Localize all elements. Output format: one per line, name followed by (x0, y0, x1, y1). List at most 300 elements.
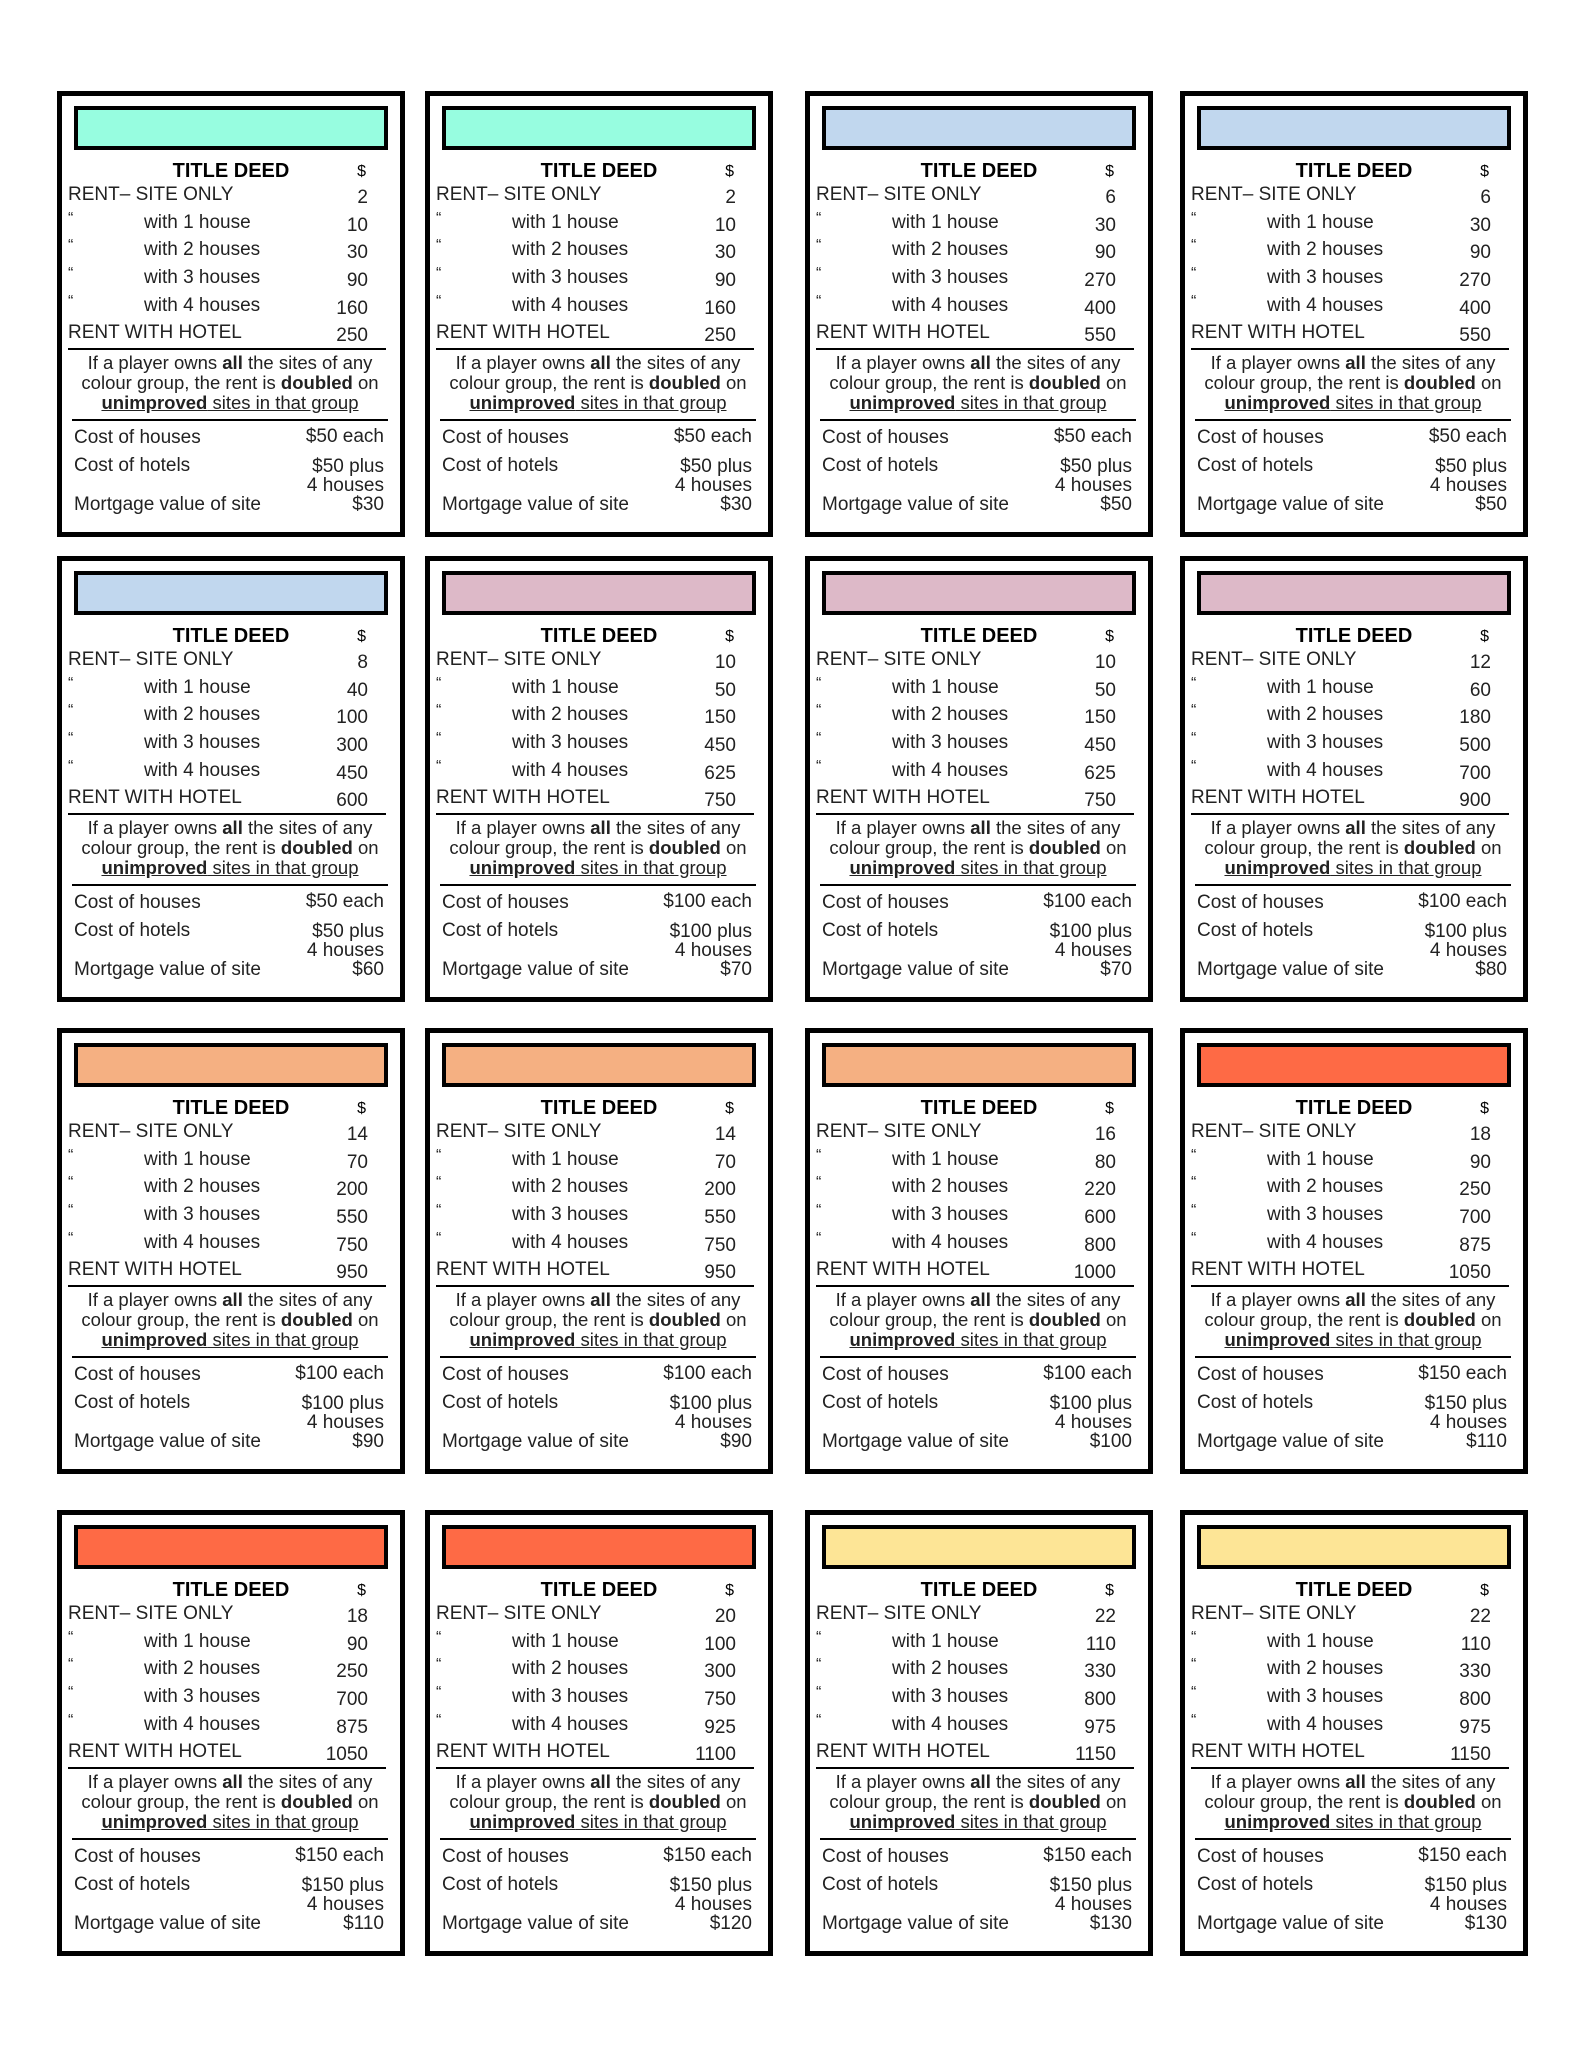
rent-value: 875 (336, 1717, 368, 1738)
cost-label: Cost of hotels (74, 1874, 191, 1895)
ditto-mark: “ (816, 210, 822, 227)
rent-row-h3 (436, 1204, 754, 1230)
title-deed-card (1180, 91, 1528, 537)
colour-band (442, 1525, 756, 1569)
rent-value: 550 (336, 1207, 368, 1228)
rent-value: 70 (346, 1152, 368, 1173)
rent-label: with 2 houses (144, 1176, 261, 1197)
rent-row-h1 (68, 677, 386, 703)
rule-text: sites in that group (955, 1329, 1107, 1350)
cost-value: $100 each (1043, 891, 1132, 912)
rule-text: on (1475, 1791, 1502, 1812)
rent-label: with 1 house (512, 212, 619, 233)
rent-value: 300 (704, 1661, 736, 1682)
rule-text: the sites of any colour group, the rent is (829, 1771, 1121, 1812)
rent-value: 330 (1084, 1661, 1116, 1682)
rent-value: 800 (1459, 1689, 1491, 1710)
rule-text: unimproved (101, 392, 208, 413)
rule-text: If a player owns (87, 1771, 223, 1792)
mortgage-label: Mortgage value of site (74, 1913, 261, 1934)
rent-label: with 1 house (1267, 1631, 1374, 1652)
rent-row-h1 (1191, 212, 1509, 238)
rule-text: doubled (648, 1791, 721, 1812)
rule-text: sites in that group (1330, 857, 1482, 878)
mortgage-value (74, 494, 384, 516)
rent-row-hotel (816, 322, 1134, 350)
colour-band (1197, 1525, 1511, 1569)
mortgage-label: Mortgage value of site (74, 959, 261, 980)
rent-row-h3 (68, 1204, 386, 1230)
title-deed-card (805, 91, 1153, 537)
rent-value: 875 (1459, 1235, 1491, 1256)
rent-value: 80 (1094, 1152, 1116, 1173)
rent-row-hotel (436, 1259, 754, 1287)
mortgage-value (442, 1913, 752, 1935)
rent-row-site_only (816, 649, 1134, 675)
rule-text: all (1345, 352, 1366, 373)
rule-text: sites in that group (1330, 392, 1482, 413)
rent-label: with 2 houses (892, 704, 1009, 725)
rent-value: 10 (346, 215, 368, 236)
cost-value (670, 1394, 752, 1432)
mortgage-amount: $100 (1089, 1431, 1132, 1452)
cost-value (302, 1394, 384, 1432)
rent-value: 100 (704, 1634, 736, 1655)
mortgage-amount: $60 (352, 959, 384, 980)
hotel-cost-line: $50 plus (312, 456, 384, 477)
rent-label: with 4 houses (1267, 295, 1384, 316)
cost-value: $100 each (663, 891, 752, 912)
rent-label: with 2 houses (512, 704, 629, 725)
hotel-cost-line: 4 houses (674, 1894, 752, 1915)
currency-symbol: $ (1480, 628, 1489, 645)
rent-label: with 4 houses (144, 1714, 261, 1735)
mortgage-label: Mortgage value of site (1197, 1431, 1384, 1452)
rent-label: RENT WITH HOTEL (68, 787, 242, 808)
rent-row-h2 (68, 1658, 386, 1684)
rent-value: 250 (1459, 1179, 1491, 1200)
rent-label: with 4 houses (1267, 1232, 1384, 1253)
rent-label: with 2 houses (512, 239, 629, 260)
rent-row-h1 (1191, 677, 1509, 703)
colour-band (1197, 106, 1511, 150)
ditto-mark: “ (816, 1147, 822, 1164)
colour-band (1197, 571, 1511, 615)
hotel-cost-line: $150 plus (1424, 1393, 1507, 1414)
hotel-cost-line: $50 plus (1060, 456, 1132, 477)
rule-text: on (720, 372, 747, 393)
divider (440, 884, 756, 886)
ditto-mark: “ (1191, 730, 1197, 747)
rent-label: RENT WITH HOTEL (816, 322, 990, 343)
hotel-cost-line: $100 plus (1049, 921, 1132, 942)
rent-label: with 2 houses (1267, 1176, 1384, 1197)
rule-text: on (720, 837, 747, 858)
rent-label: with 1 house (892, 1149, 999, 1170)
rent-label: with 1 house (892, 1631, 999, 1652)
rent-row-h3 (816, 1686, 1134, 1712)
rule-text: the sites of any colour group, the rent is (449, 817, 741, 858)
ditto-mark: “ (1191, 1684, 1197, 1701)
title-deed-card (1180, 1028, 1528, 1474)
rent-label: with 4 houses (1267, 1714, 1384, 1735)
rent-label: RENT WITH HOTEL (816, 787, 990, 808)
rent-value: 750 (1084, 790, 1116, 811)
hotel-cost-line: 4 houses (306, 1894, 384, 1915)
divider (72, 1838, 388, 1840)
double-rent-rule (820, 1772, 1136, 1832)
rule-text: on (720, 1309, 747, 1330)
rent-value: 180 (1459, 707, 1491, 728)
ditto-mark: “ (68, 1202, 74, 1219)
rent-value: 20 (714, 1606, 736, 1627)
rent-row-h1 (1191, 1149, 1509, 1175)
cost-value (302, 1876, 384, 1914)
card-title: TITLE DEED (920, 625, 1038, 647)
rent-value: 450 (704, 735, 736, 756)
rule-text: doubled (648, 1309, 721, 1330)
rent-row-hotel (436, 322, 754, 350)
rent-row-site_only (1191, 649, 1509, 675)
card-title: TITLE DEED (1295, 625, 1413, 647)
rule-text: unimproved (469, 1811, 576, 1832)
rent-row-hotel (436, 787, 754, 815)
ditto-mark: “ (68, 702, 74, 719)
rule-text: the sites of any colour group, the rent is (829, 817, 1121, 858)
rule-text: on (1475, 372, 1502, 393)
rent-row-site_only (436, 1121, 754, 1147)
mortgage-amount: $50 (1100, 494, 1132, 515)
rent-row-hotel (68, 787, 386, 815)
rule-text: all (590, 1289, 611, 1310)
double-rent-rule (820, 1290, 1136, 1350)
ditto-mark: “ (436, 758, 442, 775)
rent-label: with 3 houses (1267, 267, 1384, 288)
rent-row-h2 (68, 239, 386, 265)
rent-row-h3 (1191, 732, 1509, 758)
rent-label: RENT– SITE ONLY (1191, 649, 1357, 670)
rent-value: 300 (336, 735, 368, 756)
colour-band (822, 1043, 1136, 1087)
mortgage-label: Mortgage value of site (442, 1431, 629, 1452)
rule-text: all (1345, 1771, 1366, 1792)
title-deed-card (1180, 556, 1528, 1002)
rent-value: 800 (1084, 1689, 1116, 1710)
hotel-cost-line: $50 plus (312, 921, 384, 942)
rule-text: on (1100, 372, 1127, 393)
rent-value: 2 (357, 187, 368, 208)
ditto-mark: “ (436, 1656, 442, 1673)
hotel-cost-line: 4 houses (1429, 475, 1507, 496)
rent-label: RENT WITH HOTEL (68, 1741, 242, 1762)
mortgage-amount: $110 (1466, 1431, 1507, 1452)
cost-value: $50 each (1053, 426, 1132, 447)
mortgage-amount: $90 (720, 1431, 752, 1452)
ditto-mark: “ (68, 1629, 74, 1646)
rent-value: 330 (1459, 1661, 1491, 1682)
cost-label: Cost of houses (1197, 427, 1324, 448)
mortgage-value (442, 1431, 752, 1453)
rent-row-h4 (1191, 1714, 1509, 1740)
mortgage-amount: $30 (352, 494, 384, 515)
rent-label: with 1 house (1267, 1149, 1374, 1170)
rent-label: RENT WITH HOTEL (1191, 1259, 1365, 1280)
mortgage-amount: $50 (1475, 494, 1507, 515)
rule-text: If a player owns (455, 1771, 591, 1792)
ditto-mark: “ (816, 1629, 822, 1646)
rent-row-h4 (436, 1714, 754, 1740)
cost-label: Cost of hotels (74, 1392, 191, 1413)
rent-value: 600 (336, 790, 368, 811)
rule-text: all (222, 352, 243, 373)
cost-value: $50 each (305, 891, 384, 912)
rent-row-hotel (1191, 1741, 1509, 1769)
currency-symbol: $ (357, 628, 366, 645)
rent-label: with 1 house (892, 677, 999, 698)
rent-value: 550 (704, 1207, 736, 1228)
ditto-mark: “ (68, 1230, 74, 1247)
mortgage-value (822, 1913, 1132, 1935)
rent-row-h4 (816, 295, 1134, 321)
cost-value: $150 each (1043, 1845, 1132, 1866)
double-rent-rule (72, 818, 388, 878)
rent-value: 250 (336, 1661, 368, 1682)
card-title: TITLE DEED (540, 1579, 658, 1601)
card-title: TITLE DEED (172, 1097, 290, 1119)
colour-band (74, 106, 388, 150)
rent-row-h3 (68, 1686, 386, 1712)
rent-value: 90 (1469, 242, 1491, 263)
rent-row-h2 (436, 704, 754, 730)
card-title: TITLE DEED (920, 1579, 1038, 1601)
rent-value: 90 (346, 270, 368, 291)
currency-symbol: $ (357, 1582, 366, 1599)
rule-text: If a player owns (455, 817, 591, 838)
title-deed-card (425, 556, 773, 1002)
hotel-cost-line: $150 plus (669, 1875, 752, 1896)
ditto-mark: “ (1191, 758, 1197, 775)
ditto-mark: “ (816, 1656, 822, 1673)
rule-text: unimproved (1224, 392, 1331, 413)
ditto-mark: “ (816, 1202, 822, 1219)
currency-symbol: $ (725, 163, 734, 180)
mortgage-value (822, 1431, 1132, 1453)
rule-text: If a player owns (455, 1289, 591, 1310)
rent-row-h1 (68, 1149, 386, 1175)
rule-text: If a player owns (87, 352, 223, 373)
rule-text: sites in that group (1330, 1811, 1482, 1832)
rule-text: sites in that group (207, 392, 359, 413)
divider (440, 1838, 756, 1840)
rent-row-h1 (816, 1631, 1134, 1657)
rule-text: unimproved (1224, 1811, 1331, 1832)
rule-text: the sites of any colour group, the rent is (81, 1289, 373, 1330)
ditto-mark: “ (1191, 210, 1197, 227)
double-rent-rule (820, 818, 1136, 878)
double-rent-rule (820, 353, 1136, 413)
rent-label: with 2 houses (892, 239, 1009, 260)
rent-value: 270 (1459, 270, 1491, 291)
rent-row-site_only (436, 1603, 754, 1629)
rent-row-h4 (68, 295, 386, 321)
mortgage-amount: $130 (1464, 1913, 1507, 1934)
rent-label: RENT WITH HOTEL (816, 1259, 990, 1280)
rent-row-h4 (1191, 295, 1509, 321)
currency-symbol: $ (1480, 1582, 1489, 1599)
rent-label: with 3 houses (144, 1686, 261, 1707)
hotel-cost-line: 4 houses (306, 940, 384, 961)
rule-text: all (970, 352, 991, 373)
cost-label: Cost of houses (1197, 1364, 1324, 1385)
rule-text: sites in that group (207, 857, 359, 878)
hotel-cost-line: 4 houses (674, 940, 752, 961)
ditto-mark: “ (436, 1712, 442, 1729)
mortgage-amount: $70 (720, 959, 752, 980)
cost-label: Cost of houses (822, 892, 949, 913)
rent-label: with 3 houses (892, 732, 1009, 753)
ditto-mark: “ (436, 1174, 442, 1191)
currency-symbol: $ (1105, 1582, 1114, 1599)
rent-label: with 3 houses (1267, 732, 1384, 753)
divider (820, 419, 1136, 421)
colour-band (1197, 1043, 1511, 1087)
title-deed-card (57, 1510, 405, 1956)
rent-row-hotel (68, 1259, 386, 1287)
rent-label: with 3 houses (1267, 1686, 1384, 1707)
ditto-mark: “ (436, 730, 442, 747)
cost-label: Cost of hotels (822, 455, 939, 476)
cost-value (1425, 1876, 1507, 1914)
rent-row-h3 (816, 267, 1134, 293)
rent-value: 220 (1084, 1179, 1116, 1200)
colour-band (442, 106, 756, 150)
rent-row-h2 (1191, 1176, 1509, 1202)
rent-row-h4 (68, 1232, 386, 1258)
cost-label: Cost of houses (442, 427, 569, 448)
mortgage-amount: $30 (720, 494, 752, 515)
title-deed-card (1180, 1510, 1528, 1956)
cost-value (1430, 457, 1507, 495)
rent-value: 8 (357, 652, 368, 673)
rent-value: 625 (704, 763, 736, 784)
rent-label: with 4 houses (1267, 760, 1384, 781)
rent-value: 900 (1459, 790, 1491, 811)
rent-value: 550 (1459, 325, 1491, 346)
divider (72, 419, 388, 421)
rent-label: RENT– SITE ONLY (1191, 1121, 1357, 1142)
cost-value: $50 each (305, 426, 384, 447)
ditto-mark: “ (68, 1174, 74, 1191)
rent-value: 1000 (1073, 1262, 1116, 1283)
ditto-mark: “ (816, 1684, 822, 1701)
rent-value: 90 (1094, 242, 1116, 263)
rule-text: doubled (1403, 837, 1476, 858)
rule-text: sites in that group (955, 392, 1107, 413)
rent-label: RENT– SITE ONLY (436, 1603, 602, 1624)
double-rent-rule (1195, 353, 1511, 413)
rent-value: 30 (1094, 215, 1116, 236)
rule-text: unimproved (101, 1329, 208, 1350)
rent-row-h4 (436, 295, 754, 321)
rent-value: 110 (1085, 1634, 1116, 1655)
rent-label: with 4 houses (892, 295, 1009, 316)
rule-text: all (1345, 817, 1366, 838)
hotel-cost-line: $150 plus (301, 1875, 384, 1896)
rent-row-site_only (68, 649, 386, 675)
rent-value: 450 (1084, 735, 1116, 756)
rent-value: 975 (1084, 1717, 1116, 1738)
hotel-cost-line: $50 plus (680, 456, 752, 477)
cost-value (1050, 922, 1132, 960)
rent-label: with 4 houses (144, 760, 261, 781)
card-title: TITLE DEED (920, 160, 1038, 182)
rule-text: the sites of any colour group, the rent is (449, 1771, 741, 1812)
rule-text: doubled (1403, 372, 1476, 393)
hotel-cost-line: $100 plus (301, 1393, 384, 1414)
rent-label: RENT WITH HOTEL (1191, 1741, 1365, 1762)
cost-value: $150 each (663, 1845, 752, 1866)
rent-row-hotel (436, 1741, 754, 1769)
rent-row-h4 (816, 1232, 1134, 1258)
mortgage-value (822, 959, 1132, 981)
rule-text: unimproved (469, 1329, 576, 1350)
rent-label: with 4 houses (144, 1232, 261, 1253)
rule-text: all (970, 1289, 991, 1310)
rent-value: 90 (1469, 1152, 1491, 1173)
rule-text: unimproved (101, 1811, 208, 1832)
ditto-mark: “ (1191, 1230, 1197, 1247)
ditto-mark: “ (68, 758, 74, 775)
rent-row-hotel (816, 1741, 1134, 1769)
rule-text: all (222, 817, 243, 838)
hotel-cost-line: 4 houses (306, 1412, 384, 1433)
rent-label: RENT– SITE ONLY (1191, 1603, 1357, 1624)
colour-band (822, 571, 1136, 615)
rule-text: If a player owns (835, 1771, 971, 1792)
rent-row-h4 (1191, 760, 1509, 786)
currency-symbol: $ (1480, 1100, 1489, 1117)
rent-value: 90 (714, 270, 736, 291)
cost-label: Cost of houses (442, 1846, 569, 1867)
rent-label: with 3 houses (512, 732, 629, 753)
cost-value: $100 each (1418, 891, 1507, 912)
rule-text: If a player owns (1210, 352, 1346, 373)
ditto-mark: “ (816, 1230, 822, 1247)
rule-text: If a player owns (1210, 1289, 1346, 1310)
rent-value: 30 (714, 242, 736, 263)
double-rent-rule (440, 1290, 756, 1350)
rent-label: with 2 houses (1267, 1658, 1384, 1679)
rent-label: RENT WITH HOTEL (68, 1259, 242, 1280)
rule-text: If a player owns (835, 817, 971, 838)
divider (72, 1356, 388, 1358)
colour-band (74, 571, 388, 615)
rent-label: with 2 houses (512, 1658, 629, 1679)
divider (820, 1838, 1136, 1840)
mortgage-value (74, 1431, 384, 1453)
rule-text: all (1345, 1289, 1366, 1310)
colour-band (74, 1043, 388, 1087)
rule-text: doubled (280, 837, 353, 858)
hotel-cost-line: $50 plus (1435, 456, 1507, 477)
rent-value: 2 (725, 187, 736, 208)
rent-value: 30 (1469, 215, 1491, 236)
ditto-mark: “ (436, 237, 442, 254)
colour-band (822, 106, 1136, 150)
rent-label: RENT– SITE ONLY (68, 649, 234, 670)
rule-text: all (970, 817, 991, 838)
rent-value: 50 (714, 680, 736, 701)
